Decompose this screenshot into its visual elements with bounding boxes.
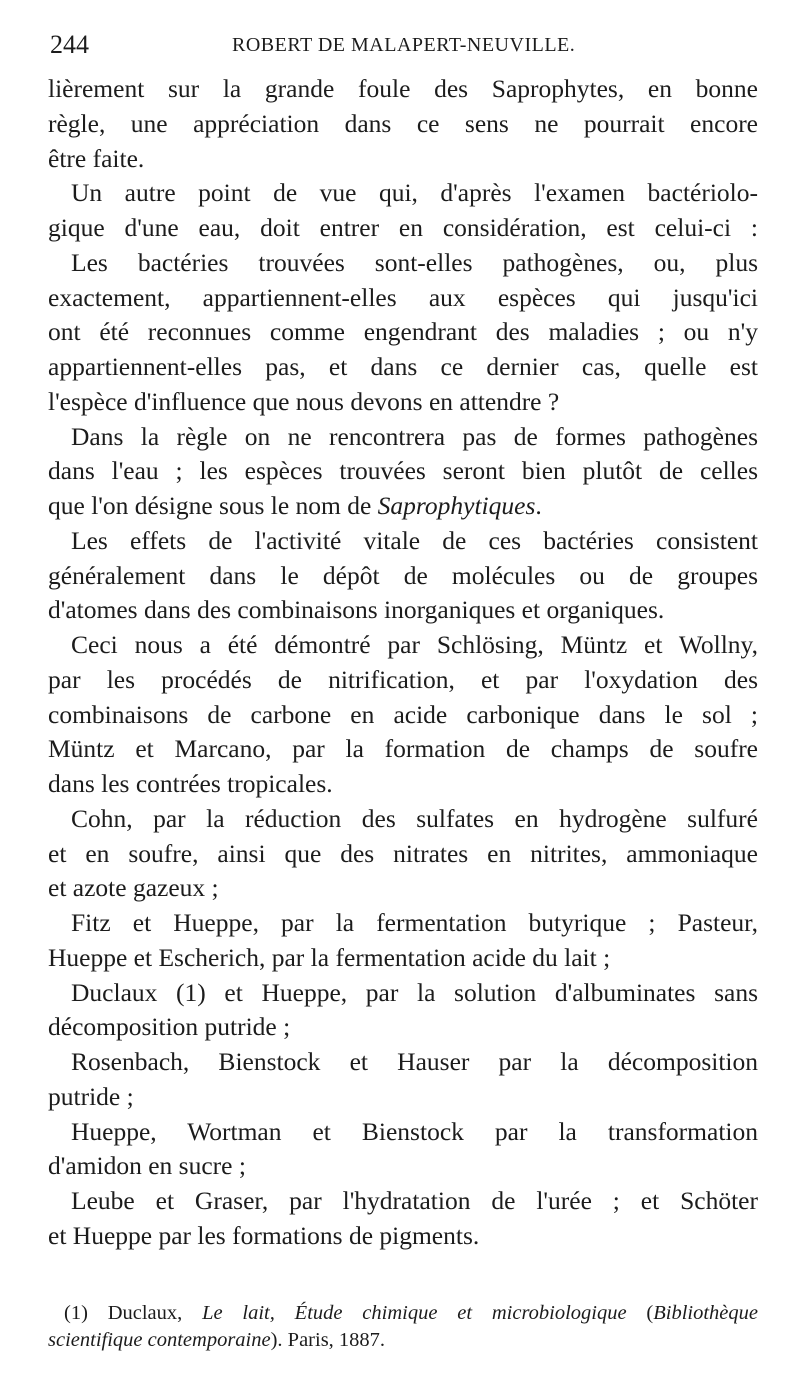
- text-line: exactement, appartiennent-elles aux espèces qui jusqu'ici: [48, 282, 758, 312]
- text-line: lièrement sur la grande foule des Saprophytes, en bonne: [48, 74, 758, 103]
- text-line: et en soufre, ainsi que des nitrates en nitrites, ammoniaque: [48, 838, 758, 868]
- text-run: que l'on désigne sous le nom de: [48, 491, 378, 520]
- text-line: Les bactéries trouvées sont-elles pathogènes, ou, plus: [71, 247, 758, 277]
- page-header: [50, 30, 760, 70]
- text-line: Ceci nous a été démontré par Schlösing, Müntz et Wollny,: [71, 630, 758, 659]
- text-line: combinaisons de carbone en acide carbonique dans le sol ;: [48, 699, 758, 729]
- text-line: Un autre point de vue qui, d'après l'examen bactériolo-: [71, 178, 758, 208]
- text-line: d'amidon en sucre ;: [48, 1151, 246, 1181]
- text-line: appartiennent-elles pas, et dans ce dernier cas, quelle est: [48, 352, 758, 381]
- text-line: Leube et Graser, par l'hydratation de l'urée ; et Schöter: [71, 1186, 758, 1215]
- text-line: Cohn, par la réduction des sulfates en hydrogène sulfuré: [71, 803, 758, 833]
- text-line: Les effets de l'activité vitale de ces bactéries consistent: [71, 525, 758, 555]
- footnote-line: [48, 1300, 758, 1327]
- footnote-title: Le lait, Étude chimique et microbiologique: [202, 1302, 627, 1324]
- text-line: dans l'eau ; les espèces trouvées seront bien plutôt de celles: [48, 456, 758, 486]
- text-line: Dans la règle on ne rencontrera pas de formes pathogènes: [71, 421, 758, 451]
- footnote-text: (: [626, 1302, 654, 1324]
- text-line: et Hueppe par les formations de pigments.: [48, 1220, 480, 1250]
- footnote-line: [48, 1327, 758, 1354]
- text-line: dans les contrées tropicales.: [48, 769, 333, 798]
- text-line: par les procédés de nitrification, et par l'oxydation des: [48, 664, 758, 694]
- text-line: et azote gazeux ;: [48, 873, 219, 903]
- text-line: Hueppe et Escherich, par la fermentation acide du lait ;: [48, 942, 611, 972]
- running-title: ROBERT DE MALAPERT-NEUVILLE.: [232, 34, 576, 56]
- text-line: ont été reconnues comme engendrant des maladies ; ou n'y: [48, 317, 758, 347]
- text-line: [48, 489, 758, 524]
- text-line: Müntz et Marcano, par la formation de champs de soufre: [48, 734, 758, 764]
- text-line: putride ;: [48, 1081, 134, 1111]
- text-line: Rosenbach, Bienstock et Hauser par la décomposition: [71, 1047, 758, 1076]
- main-text: [48, 72, 758, 1254]
- text-line: généralement dans le dépôt de molécules ou de groupes: [48, 560, 758, 590]
- text-line: d'atomes dans des combinaisons inorganiques et organiques.: [48, 595, 665, 625]
- text-line: Duclaux (1) et Hueppe, par la solution d'albuminates sans: [71, 977, 758, 1007]
- text-line: décomposition putride ;: [48, 1012, 291, 1042]
- footnote-text: ). Paris, 1887.: [270, 1329, 386, 1351]
- text-run: .: [535, 491, 542, 520]
- italic-term: Saprophytiques: [377, 491, 536, 520]
- footnote-text: (1) Duclaux,: [64, 1302, 203, 1324]
- text-line: règle, une appréciation dans ce sens ne pourrait encore: [48, 108, 758, 138]
- footnotes: [48, 1300, 758, 1354]
- footnote-series: scientifique contemporaine: [48, 1329, 271, 1351]
- text-line: l'espèce d'influence que nous devons en attendre ?: [48, 386, 560, 416]
- page-number: 244: [50, 30, 89, 59]
- text-line: gique d'une eau, doit entrer en considération, est celui-ci :: [48, 213, 758, 242]
- text-line: être faite.: [48, 143, 145, 173]
- text-line: Hueppe, Wortman et Bienstock par la transformation: [71, 1116, 758, 1146]
- footnote-series: Bibliothèque: [653, 1302, 758, 1324]
- text-line: Fitz et Hueppe, par la fermentation butyrique ; Pasteur,: [71, 908, 758, 937]
